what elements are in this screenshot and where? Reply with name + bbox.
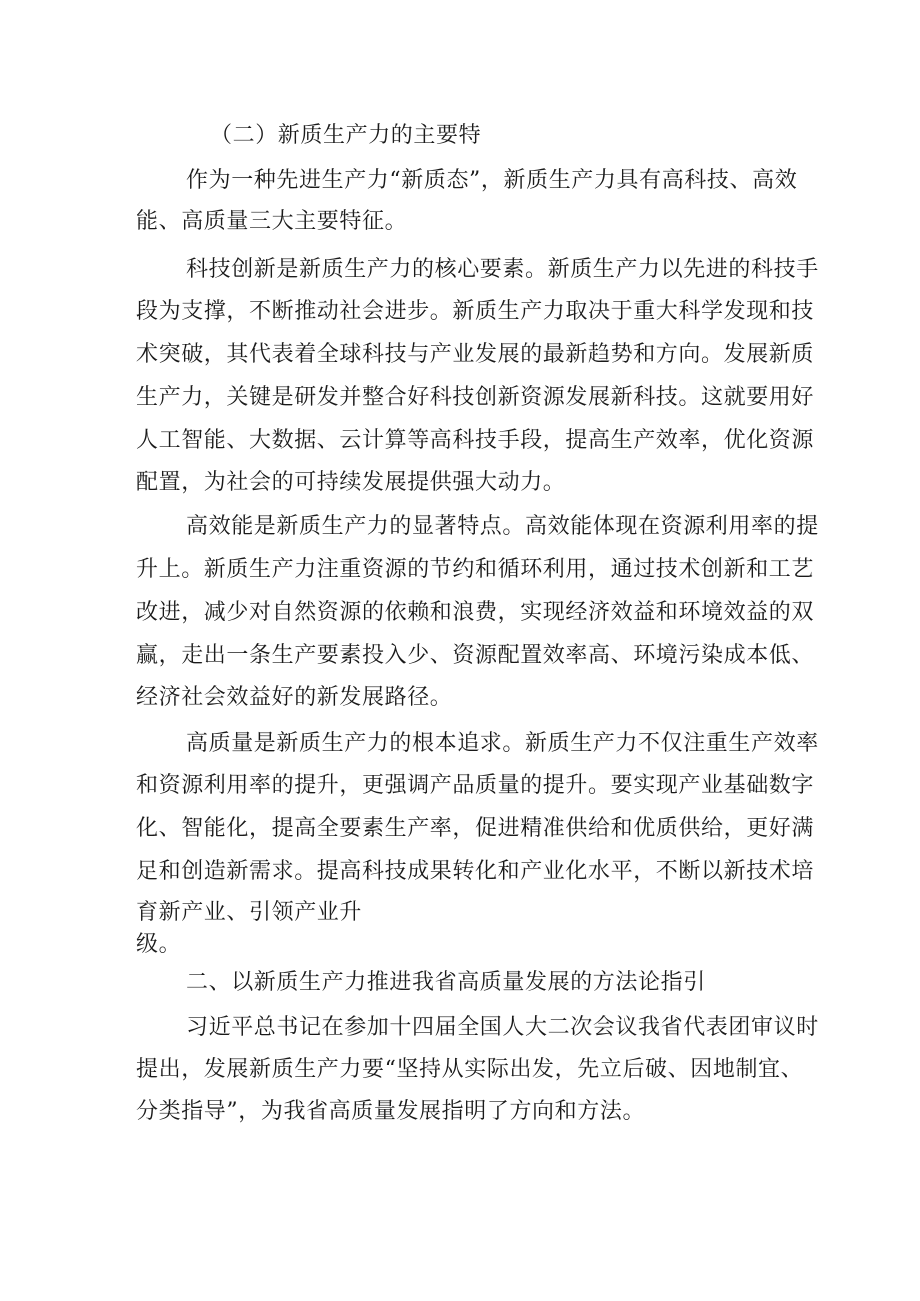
paragraph-4-line-2: 和资源利用率的提升，更强调产品质量的提升。要实现产业基础数字: [136, 773, 815, 798]
paragraph-2-line-3: 术突破，其代表着全球科技与产业发展的最新趋势和方向。发展新质: [136, 342, 815, 367]
paragraph-4-line-1: 高质量是新质生产力的根本追求。新质生产力不仅注重生产效率: [186, 731, 819, 756]
paragraph-2-line-5: 人工智能、大数据、云计算等高科技手段，提高生产效率，优化资源: [136, 428, 815, 453]
paragraph-1-line-2: 能、高质量三大主要特征。: [136, 209, 408, 234]
closing-paragraph-line-1: 习近平总书记在参加十四届全国人大二次会议我省代表团审议时: [186, 1015, 819, 1040]
paragraph-4-line-3: 化、智能化，提高全要素生产率，促进精准供给和优质供给，更好满: [136, 816, 815, 841]
paragraph-4-line-5: 育新产业、引领产业升: [136, 900, 363, 925]
closing-paragraph-line-2: 提出，发展新质生产力要“坚持从实际出发，先立后破、因地制宜、: [136, 1057, 804, 1082]
paragraph-2-line-1: 科技创新是新质生产力的核心要素。新质生产力以先进的科技手: [186, 257, 819, 282]
paragraph-3-line-5: 经济社会效益好的新发展路径。: [136, 685, 453, 710]
paragraph-4-line-6: 级。: [136, 932, 182, 957]
paragraph-2-line-6: 配置，为社会的可持续发展提供强大动力。: [136, 470, 566, 495]
paragraph-3-line-1: 高效能是新质生产力的显著特点。高效能体现在资源利用率的提: [186, 514, 819, 539]
subsection-heading: （二）新质生产力的主要特: [210, 123, 482, 148]
paragraph-4-line-4: 足和创造新需求。提高科技成果转化和产业化水平，不断以新技术培: [136, 859, 815, 884]
section-heading: 二、以新质生产力推进我省高质量发展的方法论指引: [186, 970, 706, 995]
closing-paragraph-line-3: 分类指导”，为我省高质量发展指明了方向和方法。: [136, 1099, 646, 1124]
paragraph-3-line-4: 赢，走出一条生产要素投入少、资源配置效率高、环境污染成本低、: [136, 643, 815, 668]
paragraph-2-line-2: 段为支撑，不断推动社会进步。新质生产力取决于重大科学发现和技: [136, 299, 815, 324]
paragraph-2-line-4: 生产力，关键是研发并整合好科技创新资源发展新科技。这就要用好: [136, 385, 815, 410]
paragraph-3-line-3: 改进，减少对自然资源的依赖和浪费，实现经济效益和环境效益的双: [136, 600, 815, 625]
paragraph-3-line-2: 升上。新质生产力注重资源的节约和循环利用，通过技术创新和工艺: [136, 557, 815, 582]
paragraph-1-line-1: 作为一种先进生产力“新质态”，新质生产力具有高科技、高效: [186, 168, 798, 193]
